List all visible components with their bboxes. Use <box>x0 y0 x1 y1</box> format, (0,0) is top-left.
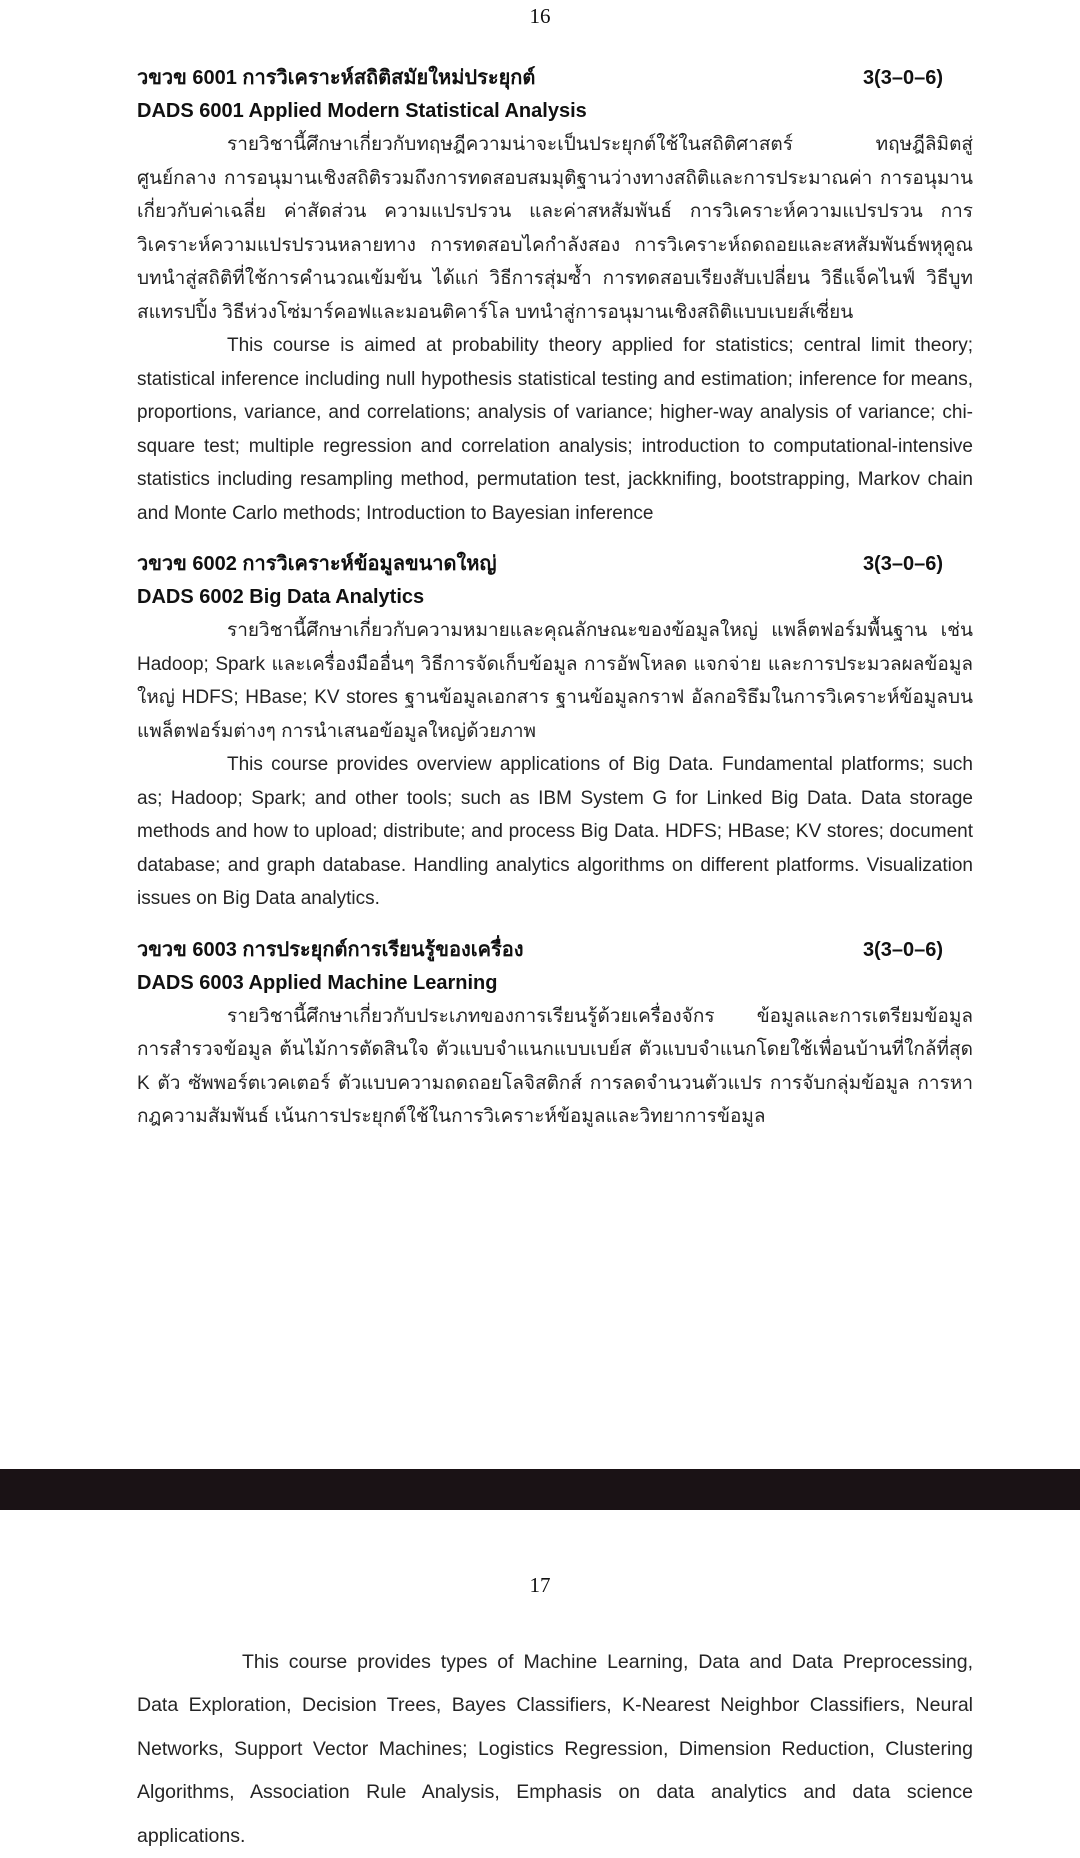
course-block-6003 <box>137 933 973 1134</box>
course-header-6002 <box>137 547 973 581</box>
course-description-english: This course provides overview applications of Big Data. Fundamental platforms; such as; Hadoop; Spark; and other tools; such as IBM System G for Linked Big Data. Data storage methods and how to upload; distribute; and process Big Data. HDFS; HBase; KV stores; document database; and graph database. Handling analytics algorithms on different platforms. Visualization issues on Big Data analytics. <box>137 748 973 916</box>
course-code-thai: วขวข 6003 การประยุกต์การเรียนรู้ของเครื่อง <box>137 933 523 967</box>
page-number-17: 17 <box>0 1572 1080 1599</box>
page-break-bar <box>0 1469 1080 1510</box>
course-credits: 3(3–0–6) <box>863 933 943 967</box>
course-title-english: DADS 6003 Applied Machine Learning <box>137 967 973 1000</box>
course-description-thai: รายวิชานี้ศึกษาเกี่ยวกับทฤษฎีความน่าจะเป็นประยุกต์ใช้ในสถิติศาสตร์ ทฤษฎีลิมิตสู่ศูนย์กลาง การอนุมานเชิงสถิติรวมถึงการทดสอบสมมุติฐานว่างทางสถิติและการประมาณค่า การอนุมานเกี่ยวกับค่าเฉลี่ย ค่าสัดส่วน ความแปรปรวน และค่าสหสัมพันธ์ การวิเคราะห์ความแปรปรวน การวิเคราะห์ความแปรปรวนหลายทาง การทดสอบไคกำลังสอง การวิเคราะห์ถดถอยและสหสัมพันธ์พหุคูณ บทนำสู่สถิติที่ใช้การคำนวณเข้มข้น ได้แก่ วิธีการสุ่มซ้ำ การทดสอบเรียงสับเปลี่ยน วิธีแจ็คไนฟ์ วิธีบูทสแทรปปิ้ง วิธีห่วงโซ่มาร์คอฟและมอนติคาร์โล บทนำสู่การอนุมานเชิงสถิติแบบเบยส์เซี่ยน <box>137 128 973 329</box>
course-code-thai: วขวข 6001 การวิเคราะห์สถิติสมัยใหม่ประยุกต์ <box>137 61 535 95</box>
page-number-16: 16 <box>0 3 1080 30</box>
page-17-content <box>137 1641 973 1858</box>
course-description-english-continued: This course provides types of Machine Learning, Data and Data Preprocessing, Data Exploration, Decision Trees, Bayes Classifiers, K-Nearest Neighbor Classifiers, Neural Networks, Support Vector Machines; Logistics Regression, Dimension Reduction, Clustering Algorithms, Association Rule Analysis, Emphasis on data analytics and data science applications. <box>137 1641 973 1858</box>
course-description-thai: รายวิชานี้ศึกษาเกี่ยวกับความหมายและคุณลักษณะของข้อมูลใหญ่ แพล็ตฟอร์มพื้นฐาน เช่น Hadoop; Spark และเครื่องมืออื่นๆ วิธีการจัดเก็บข้อมูล การอัพโหลด แจกจ่าย และการประมวลผลข้อมูลใหญ่ HDFS; HBase; KV stores ฐานข้อมูลเอกสาร ฐานข้อมูลกราฟ อัลกอริธึมในการวิเคราะห์ข้อมูลบนแพล็ตฟอร์มต่างๆ การนำเสนอข้อมูลใหญ่ด้วยภาพ <box>137 614 973 748</box>
course-title-english: DADS 6002 Big Data Analytics <box>137 581 973 614</box>
course-credits: 3(3–0–6) <box>863 61 943 95</box>
course-code-thai: วขวข 6002 การวิเคราะห์ข้อมูลขนาดใหญ่ <box>137 547 497 581</box>
course-block-6001 <box>137 61 973 530</box>
course-title-english: DADS 6001 Applied Modern Statistical Analysis <box>137 95 973 128</box>
course-block-6002 <box>137 547 973 916</box>
course-header-6003 <box>137 933 973 967</box>
course-description-english: This course is aimed at probability theory applied for statistics; central limit theory; statistical inference including null hypothesis statistical testing and estimation; inference for means, proportions, variance, and correlations; analysis of variance; higher-way analysis of variance; chi-square test; multiple regression and correlation analysis; introduction to computational-intensive statistics including resampling method, permutation test, jackknifing, bootstrapping, Markov chain and Monte Carlo methods; Introduction to Bayesian inference <box>137 329 973 530</box>
course-description-thai: รายวิชานี้ศึกษาเกี่ยวกับประเภทของการเรียนรู้ด้วยเครื่องจักร ข้อมูลและการเตรียมข้อมูล การสำรวจข้อมูล ต้นไม้การตัดสินใจ ตัวแบบจำแนกแบบเบย์ส ตัวแบบจำแนกโดยใช้เพื่อนบ้านที่ใกล้ที่สุด K ตัว ซัพพอร์ตเวคเตอร์ ตัวแบบความถดถอยโลจิสติกส์ การลดจำนวนตัวแปร การจับกลุ่มข้อมูล การหากฎความสัมพันธ์ เน้นการประยุกต์ใช้ในการวิเคราะห์ข้อมูลและวิทยาการข้อมูล <box>137 1000 973 1134</box>
page-16-content <box>137 61 973 1134</box>
course-credits: 3(3–0–6) <box>863 547 943 581</box>
course-header-6001 <box>137 61 973 95</box>
